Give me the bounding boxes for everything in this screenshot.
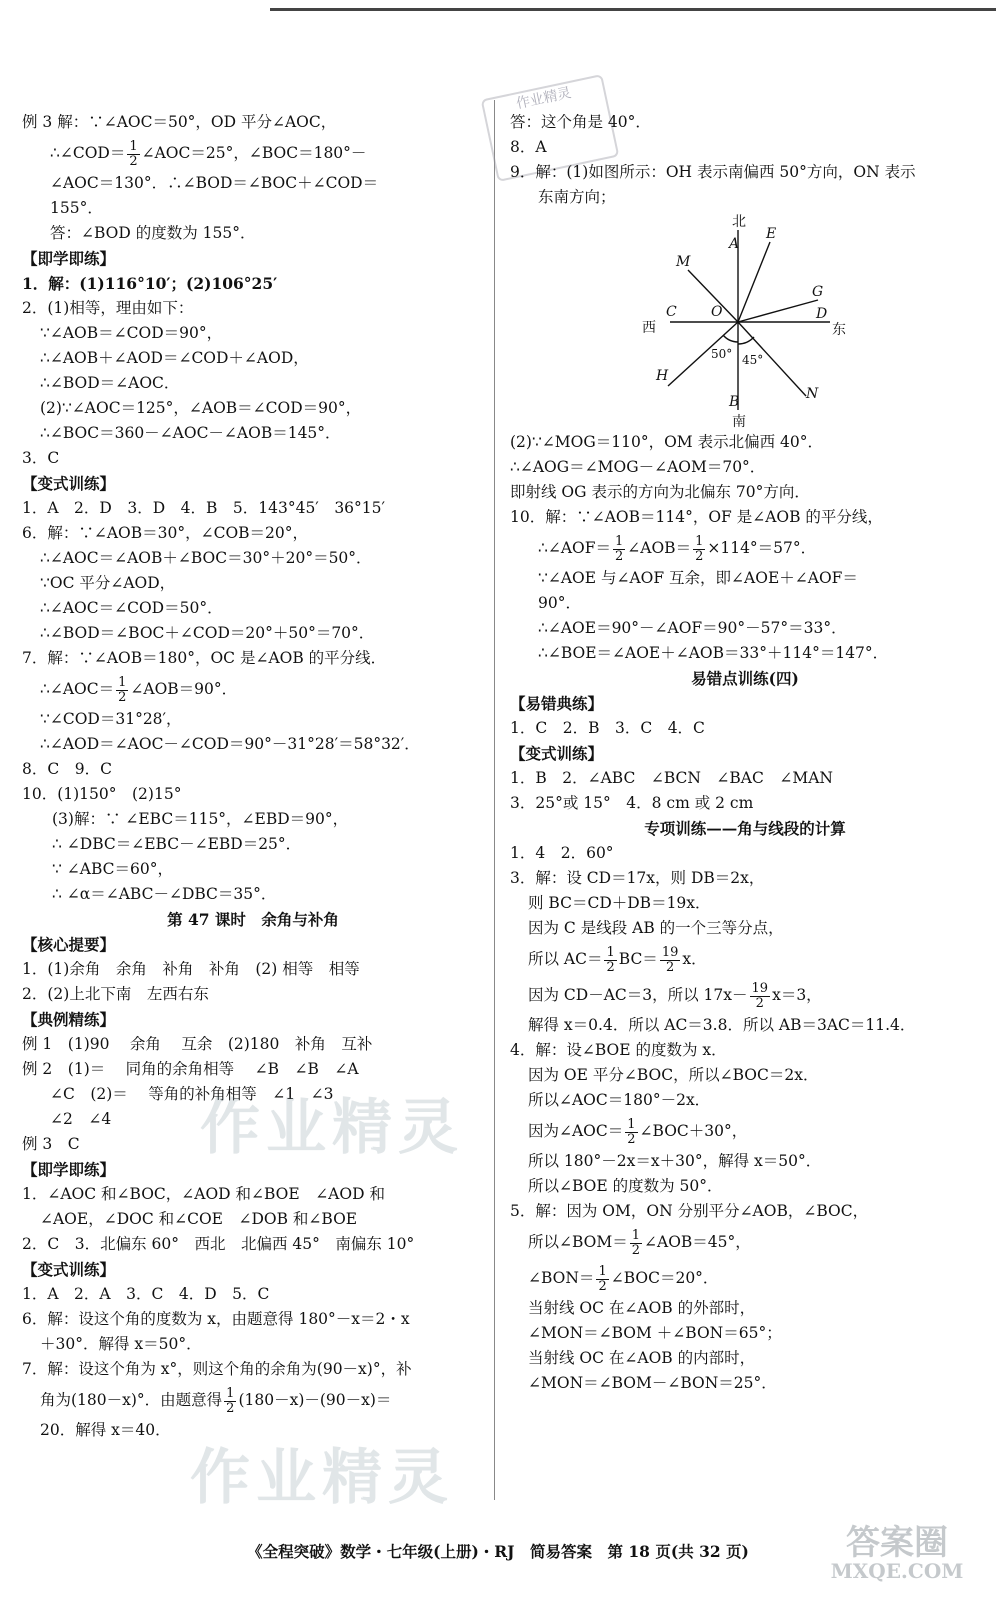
compass-figure: [510, 210, 980, 430]
left-column: [22, 110, 484, 1443]
jx-line-4: ∴∠AOB＋∠AOD＝∠COD＋∠AOD，: [40, 349, 309, 367]
angle-50-label: 50°: [711, 347, 733, 361]
zx-line-5: 所以 AC＝ $\frac{1}{2}$ BC＝ $\frac{19}{2}$ x．: [528, 944, 707, 975]
zx-line-1: 1．4 2．60°: [510, 844, 614, 862]
r-mid-8: ∴∠AOE＝90°－∠AOF＝90°－57°＝33°．: [538, 619, 847, 637]
yc-line: 1．C 2．B 3．C 4．C: [510, 719, 705, 737]
section-bianshi: 【变式训练】: [22, 474, 116, 493]
fraction-half: $\frac{1}{2}$: [226, 1385, 235, 1416]
ex3-answer: 答：∠BOD 的度数为 155°．: [50, 224, 256, 242]
jx2-line-2: ∠AOE，∠DOC 和∠COE ∠DOB 和∠BOE: [40, 1210, 358, 1228]
ex3-line-3: ∠AOC＝130°．∴∠BOD＝∠BOC＋∠COD＝: [50, 174, 379, 192]
stamp-watermark: 作业精灵: [481, 74, 620, 182]
bs-line-14: ∴ ∠DBC＝∠EBC－∠EBD＝25°．: [52, 835, 302, 853]
fraction-half: $\frac{1}{2}$: [606, 944, 615, 975]
label-C: C: [666, 304, 677, 320]
watermark-2: 作业精灵: [190, 1443, 454, 1513]
jx-line-6: (2)∵∠AOC＝125°，∠AOB＝∠COD＝90°，: [40, 399, 362, 417]
angle-45-label: 45°: [742, 353, 764, 367]
dl-line-3: ∠C (2)＝ 等角的补角相等 ∠1 ∠3: [50, 1085, 334, 1103]
jx2-line-1: 1．∠AOC 和∠BOC，∠AOD 和∠BOE ∠AOD 和: [22, 1185, 385, 1203]
section-jixue: 【即学即练】: [22, 249, 116, 268]
jx-line-1: 1．解：(1)116°10′；(2)106°25′: [22, 274, 278, 293]
bs-line-10: ∴∠AOD＝∠AOC－∠COD＝90°－31°28′＝58°32′．: [40, 735, 420, 753]
fraction-half: $\frac{1}{2}$: [615, 533, 624, 564]
zx-line-19: 当射线 OC 在∠AOB 的内部时，: [528, 1349, 756, 1367]
bs2-line-1: 1．A 2．A 3．C 4．D 5．C: [22, 1285, 270, 1303]
zx-line-9: 因为 OE 平分∠BOC，所以∠BOC＝2x．: [528, 1066, 819, 1084]
bs-line-1: 1．A 2．D 3．D 4．B 5．143°45′ 36°15′: [22, 499, 386, 517]
bs-line-8: ∴∠AOC＝ $\frac{1}{2}$ ∠AOB＝90°．: [40, 674, 238, 705]
label-west: 西: [642, 320, 656, 336]
r-line-1: 答：这个角是 40°．: [510, 113, 651, 131]
fraction-half: $\frac{1}{2}$: [627, 1116, 636, 1147]
zx-line-20: ∠MON＝∠BOM－∠BON＝25°．: [528, 1374, 777, 1392]
r-mid-4: 10．解：∵∠AOB＝114°，OF 是∠AOB 的平分线，: [510, 508, 883, 526]
bs-line-3: ∴∠AOC＝∠AOB＋∠BOC＝30°＋20°＝50°．: [40, 549, 372, 567]
r-line-3: 9．解：(1)如图所示：OH 表示南偏西 50°方向，ON 表示: [510, 163, 916, 181]
label-H: H: [656, 368, 669, 384]
section-jixue-2: 【即学即练】: [22, 1160, 116, 1179]
label-O: O: [711, 304, 723, 320]
jx-line-3: ∵∠AOB＝∠COD＝90°，: [40, 324, 223, 342]
bs-line-9: ∵∠COD＝31°28′，: [40, 710, 182, 728]
bs-line-5: ∴∠AOC＝∠COD＝50°．: [40, 599, 223, 617]
ex3-line-1: 例 3 解：∵∠AOC＝50°，OD 平分∠AOC，: [22, 113, 337, 131]
bs-line-4: ∵OC 平分∠AOD，: [40, 574, 176, 592]
section-yicuo: 【易错典练】: [510, 694, 604, 713]
bs-line-12: 10．(1)150° (2)15°: [22, 785, 182, 803]
site-logo: 答案圈 MXQE.COM: [830, 1523, 964, 1583]
bs-line-6: ∴∠BOD＝∠BOC＋∠COD＝20°＋50°＝70°．: [40, 624, 375, 642]
fraction-half: $\frac{1}{2}$: [598, 1263, 607, 1294]
label-east: 东: [832, 322, 846, 338]
jx-line-8: 3．C: [22, 449, 60, 467]
zx-line-16: ∠BON＝ $\frac{1}{2}$ ∠BOC＝20°．: [528, 1263, 719, 1294]
r-mid-1: (2)∵∠MOG＝110°，OM 表示北偏西 40°．: [510, 433, 824, 451]
label-E: E: [766, 226, 777, 242]
title-zhuanxiang: 专项训练——角与线段的计算: [644, 819, 846, 838]
bs-line-15: ∵ ∠ABC＝60°，: [52, 860, 173, 878]
bs-line-16: ∴ ∠α＝∠ABC－∠DBC＝35°．: [52, 885, 277, 903]
section-bianshi-3: 【变式训练】: [510, 744, 604, 763]
zx-line-17: 当射线 OC 在∠AOB 的外部时，: [528, 1299, 756, 1317]
fraction-19-2: $\frac{19}{2}$: [661, 944, 679, 975]
bs2-line-5: 角为(180－x)°．由题意得 $\frac{1}{2}$ (180－x)－(90－x)＝: [40, 1385, 392, 1416]
zx-line-8: 4．解：设∠BOE 的度数为 x．: [510, 1041, 727, 1059]
fraction-half: $\frac{1}{2}$: [118, 674, 127, 705]
label-G: G: [812, 284, 824, 300]
bs3-line-1: 1．B 2．∠ABC ∠BCN ∠BAC ∠MAN: [510, 769, 833, 787]
hx-line-2: 2．(2)上北下南 左西右东: [22, 985, 209, 1003]
jx-line-2: 2．(1)相等，理由如下：: [22, 299, 194, 317]
section-hexin: 【核心提要】: [22, 935, 116, 954]
bs2-line-3: ＋30°．解得 x＝50°．: [40, 1335, 202, 1353]
zx-line-2: 3．解：设 CD＝17x，则 DB＝2x，: [510, 869, 765, 887]
section-dianli: 【典例精练】: [22, 1010, 116, 1029]
zx-line-7: 解得 x＝0.4．所以 AC＝3.8．所以 AB＝3AC＝11.4．: [528, 1016, 916, 1034]
compass-diagram: [510, 210, 980, 430]
zx-line-12: 所以 180°－2x＝x＋30°，解得 x＝50°．: [528, 1152, 822, 1170]
zx-line-18: ∠MON＝∠BOM ＋∠BON＝65°；: [528, 1324, 782, 1342]
zx-line-14: 5．解：因为 OM，ON 分别平分∠AOB，∠BOC，: [510, 1202, 869, 1220]
r-mid-5: ∴∠AOF＝ $\frac{1}{2}$ ∠AOB＝ $\frac{1}{2}$ ×114°＝57°．: [538, 533, 817, 564]
r-mid-2: ∴∠AOG＝∠MOG－∠AOM＝70°．: [510, 458, 766, 476]
bs2-line-2: 6．解：设这个角的度数为 x，由题意得 180°－x＝2・x: [22, 1310, 410, 1328]
zx-line-13: 所以∠BOE 的度数为 50°．: [528, 1177, 723, 1195]
bs-line-13: (3)解：∵ ∠EBC＝115°，∠EBD＝90°，: [52, 810, 349, 828]
fraction-half: $\frac{1}{2}$: [631, 1227, 641, 1258]
zx-line-10: 所以∠AOC＝180°－2x．: [528, 1091, 711, 1109]
label-north: 北: [732, 214, 746, 230]
bs3-line-2: 3．25°或 15° 4．8 cm 或 2 cm: [510, 794, 754, 812]
lesson-title: 第 47 课时 余角与补角: [167, 910, 339, 929]
r-line-2: 8．A: [510, 138, 547, 156]
jx2-line-3: 2．C 3．北偏东 60° 西北 北偏西 45° 南偏东 10°: [22, 1235, 415, 1253]
jx-line-5: ∴∠BOD＝∠AOC．: [40, 374, 180, 392]
dl-line-2: 例 2 (1)＝ 同角的余角相等 ∠B ∠B ∠A: [22, 1060, 359, 1078]
zx-line-4: 因为 C 是线段 AB 的一个三等分点，: [528, 919, 784, 937]
bs2-line-6: 20．解得 x＝40．: [40, 1421, 171, 1439]
label-D: D: [816, 306, 828, 322]
fraction-half: $\frac{1}{2}$: [129, 138, 138, 169]
jx-line-7: ∴∠BOC＝360－∠AOC－∠AOB＝145°．: [40, 424, 341, 442]
zx-line-11: 因为∠AOC＝ $\frac{1}{2}$ ∠BOC＋30°，: [528, 1116, 748, 1147]
page-footer: 《全程突破》数学・七年级(上册)・RJ 简易答案 第 18 页(共 32 页): [247, 1542, 749, 1561]
r-mid-7: 90°．: [538, 594, 581, 612]
label-M: M: [676, 254, 691, 270]
label-N: N: [806, 386, 819, 402]
right-column: [510, 110, 980, 1396]
section-bianshi-2: 【变式训练】: [22, 1260, 116, 1279]
bs-line-7: 7．解：∵∠AOB＝180°，OC 是∠AOB 的平分线．: [22, 649, 387, 667]
zx-line-6: 因为 CD－AC＝3，所以 17x－ $\frac{19}{2}$ x＝3，: [528, 980, 822, 1011]
r-mid-6: ∵∠AOE 与∠AOF 互余，即∠AOE＋∠AOF＝: [538, 569, 858, 587]
dl-line-4: ∠2 ∠4: [50, 1110, 112, 1128]
ex3-line-4: 155°．: [50, 199, 103, 217]
label-B: B: [729, 394, 740, 410]
ex3-line-2: ∴∠COD＝ $\frac{1}{2}$ ∠AOC＝25°，∠BOC＝180°－: [50, 138, 367, 169]
column-divider: [494, 100, 495, 1500]
r-line-4: 东南方向；: [538, 188, 616, 206]
watermark-1: 作业精灵: [200, 1093, 464, 1163]
top-rule: [270, 8, 996, 11]
r-mid-3: 即射线 OG 表示的方向为北偏东 70°方向．: [510, 483, 810, 501]
fraction-half: $\frac{1}{2}$: [695, 533, 704, 564]
label-south: 南: [732, 414, 746, 430]
label-A: A: [729, 236, 740, 252]
bs-line-2: 6．解：∵∠AOB＝30°，∠COB＝20°，: [22, 524, 309, 542]
dl-line-1: 例 1 (1)90 余角 互余 (2)180 补角 互补: [22, 1035, 373, 1053]
dl-line-5: 例 3 C: [22, 1135, 80, 1153]
bs2-line-4: 7．解：设这个角为 x°，则这个角的余角为(90－x)°，补: [22, 1360, 412, 1378]
zx-line-3: 则 BC＝CD＋DB＝19x．: [528, 894, 711, 912]
r-mid-9: ∴∠BOE＝∠AOE＋∠AOB＝33°＋114°＝147°．: [538, 644, 889, 662]
bs-line-11: 8．C 9．C: [22, 760, 112, 778]
zx-line-15: 所以∠BOM＝ $\frac{1}{2}$ ∠AOB＝45°，: [528, 1227, 751, 1258]
hx-line-1: 1．(1)余角 余角 补角 补角 (2) 相等 相等: [22, 960, 360, 978]
fraction-19-2: $\frac{19}{2}$: [751, 980, 769, 1011]
title-yicuo: 易错点训练(四): [691, 669, 799, 688]
